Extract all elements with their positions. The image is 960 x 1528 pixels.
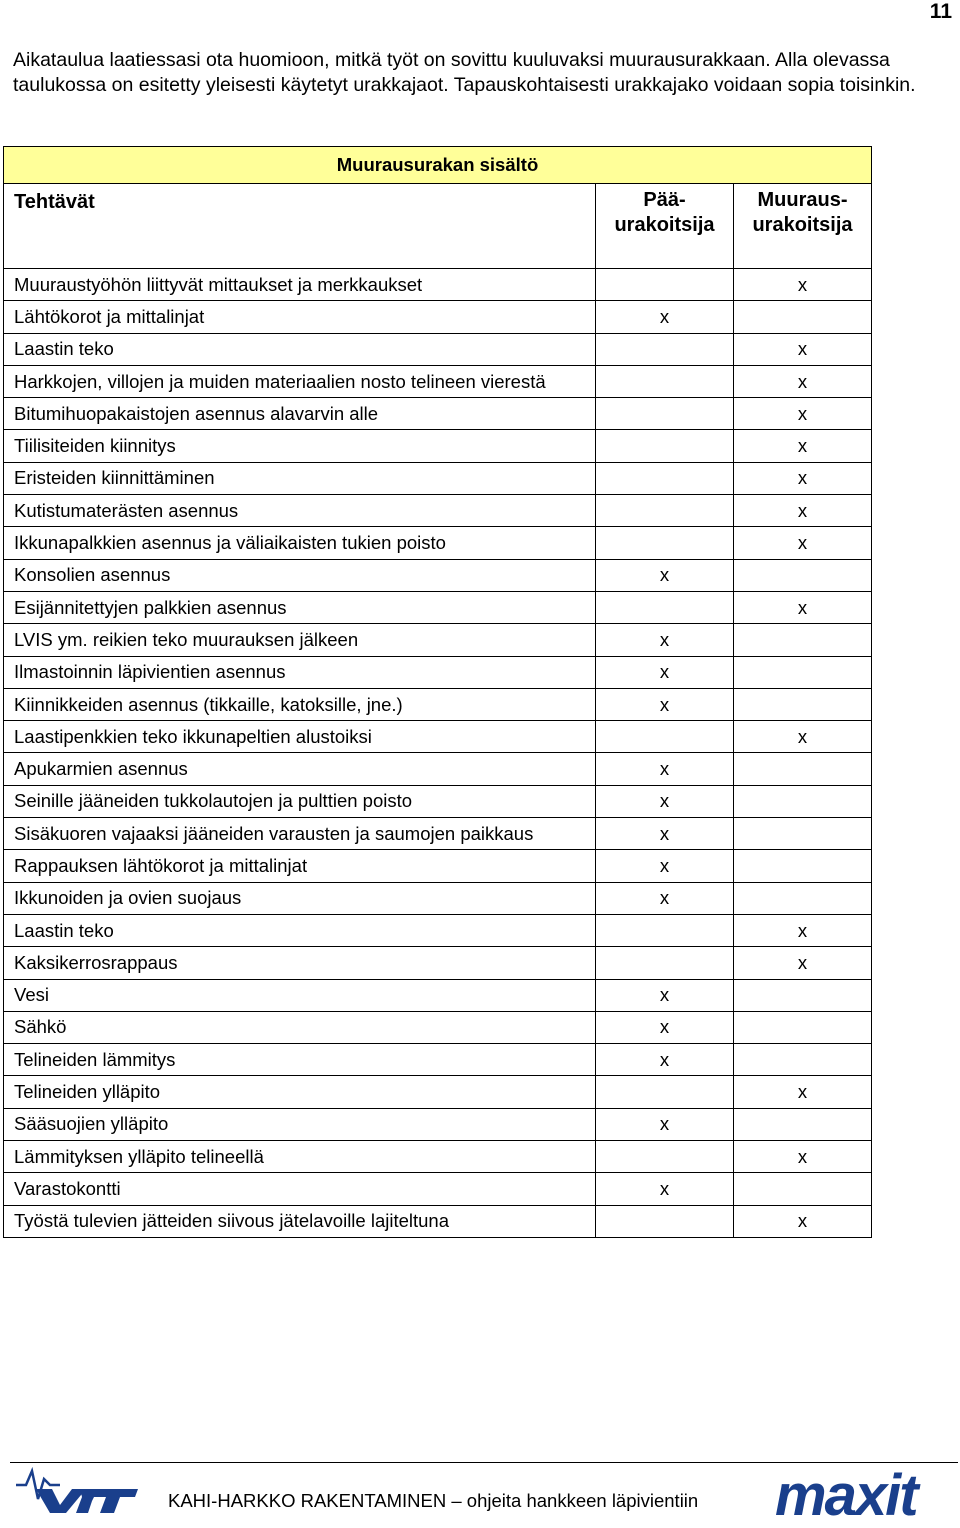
column-header-tasks: Tehtävät — [4, 184, 596, 269]
mason-contractor-mark — [734, 850, 872, 882]
task-cell: Telineiden lämmitys — [4, 1044, 596, 1076]
table-row — [4, 850, 872, 882]
maxit-logo: maxit — [775, 1463, 917, 1528]
main-contractor-mark — [596, 333, 734, 365]
column-header-mason-contractor — [734, 184, 872, 269]
task-cell: Esijännitettyjen palkkien asennus — [4, 591, 596, 623]
table-row — [4, 882, 872, 914]
task-cell: LVIS ym. reikien teko muurauksen jälkeen — [4, 624, 596, 656]
mason-contractor-mark: x — [734, 462, 872, 494]
mason-contractor-mark — [734, 979, 872, 1011]
main-contractor-mark — [596, 527, 734, 559]
contract-table — [3, 146, 872, 1238]
page-number: 11 — [929, 0, 952, 23]
main-contractor-mark: x — [596, 785, 734, 817]
main-contractor-mark — [596, 1076, 734, 1108]
main-contractor-mark — [596, 462, 734, 494]
task-cell: Ilmastoinnin läpivientien asennus — [4, 656, 596, 688]
task-cell: Sisäkuoren vajaaksi jääneiden varausten ja saumojen paikkaus — [4, 818, 596, 850]
table-row — [4, 365, 872, 397]
mason-contractor-mark: x — [734, 914, 872, 946]
mason-contractor-mark — [734, 656, 872, 688]
mason-contractor-mark — [734, 1173, 872, 1205]
task-cell: Eristeiden kiinnittäminen — [4, 462, 596, 494]
table-row — [4, 269, 872, 301]
table-header-row — [4, 184, 872, 269]
main-contractor-mark — [596, 430, 734, 462]
mason-contractor-mark — [734, 559, 872, 591]
task-cell: Tiilisiteiden kiinnitys — [4, 430, 596, 462]
intro-paragraph: Aikataulua laatiessasi ota huomioon, mitkä työt on sovittu kuuluvaksi muurausurakkaan. Alla olevassa taulukossa on esitetty yleisesti käytetyt urakkajaot. Tapauskohtaisesti urakkajako voidaan sopia toisinkin. — [13, 49, 916, 96]
mason-contractor-mark — [734, 301, 872, 333]
main-contractor-mark: x — [596, 753, 734, 785]
main-contractor-mark — [596, 721, 734, 753]
main-contractor-mark: x — [596, 850, 734, 882]
table-row — [4, 656, 872, 688]
footer-text: KAHI-HARKKO RAKENTAMINEN – ohjeita hankkeen läpivientiin — [168, 1490, 699, 1511]
mason-contractor-mark: x — [734, 721, 872, 753]
column-header-main-contractor — [596, 184, 734, 269]
main-contractor-mark — [596, 269, 734, 301]
table-row — [4, 624, 872, 656]
table-row — [4, 301, 872, 333]
task-cell: Työstä tulevien jätteiden siivous jätelavoille lajiteltuna — [4, 1205, 596, 1237]
main-contractor-mark: x — [596, 882, 734, 914]
mason-contractor-mark: x — [734, 430, 872, 462]
column-header-mason-line1: Muuraus- — [757, 189, 848, 211]
main-contractor-mark: x — [596, 1011, 734, 1043]
table-row — [4, 1141, 872, 1173]
main-contractor-mark: x — [596, 559, 734, 591]
table-row — [4, 430, 872, 462]
main-contractor-mark: x — [596, 818, 734, 850]
task-cell: Rappauksen lähtökorot ja mittalinjat — [4, 850, 596, 882]
table-row — [4, 559, 872, 591]
task-cell: Lämmityksen ylläpito telineellä — [4, 1141, 596, 1173]
main-contractor-mark — [596, 591, 734, 623]
main-contractor-mark: x — [596, 301, 734, 333]
task-cell: Konsolien asennus — [4, 559, 596, 591]
mason-contractor-mark — [734, 1108, 872, 1140]
mason-contractor-mark: x — [734, 1076, 872, 1108]
table-row — [4, 462, 872, 494]
mason-contractor-mark: x — [734, 1205, 872, 1237]
main-contractor-mark: x — [596, 688, 734, 720]
main-contractor-mark — [596, 365, 734, 397]
table-row — [4, 333, 872, 365]
table-row — [4, 785, 872, 817]
mason-contractor-mark — [734, 688, 872, 720]
table-row — [4, 688, 872, 720]
main-contractor-mark: x — [596, 1173, 734, 1205]
main-contractor-mark: x — [596, 656, 734, 688]
table-caption: Muurausurakan sisältö — [4, 147, 872, 184]
table-row — [4, 1076, 872, 1108]
mason-contractor-mark: x — [734, 947, 872, 979]
mason-contractor-mark — [734, 785, 872, 817]
main-contractor-mark — [596, 495, 734, 527]
main-contractor-mark: x — [596, 624, 734, 656]
table-row — [4, 1173, 872, 1205]
table-row — [4, 1205, 872, 1237]
mason-contractor-mark: x — [734, 495, 872, 527]
mason-contractor-mark — [734, 1011, 872, 1043]
table-row — [4, 591, 872, 623]
main-contractor-mark: x — [596, 1044, 734, 1076]
column-header-main-line1: Pää- — [643, 189, 686, 211]
task-cell: Seinille jääneiden tukkolautojen ja pulttien poisto — [4, 785, 596, 817]
mason-contractor-mark — [734, 882, 872, 914]
task-cell: Laastipenkkien teko ikkunapeltien alustoiksi — [4, 721, 596, 753]
task-cell: Muuraustyöhön liittyvät mittaukset ja merkkaukset — [4, 269, 596, 301]
task-cell: Laastin teko — [4, 914, 596, 946]
table-row — [4, 947, 872, 979]
table-row — [4, 527, 872, 559]
task-cell: Sähkö — [4, 1011, 596, 1043]
mason-contractor-mark: x — [734, 398, 872, 430]
table-caption-row — [4, 147, 872, 184]
main-contractor-mark — [596, 947, 734, 979]
table-row — [4, 398, 872, 430]
table-row — [4, 753, 872, 785]
task-cell: Harkkojen, villojen ja muiden materiaalien nosto telineen vierestä — [4, 365, 596, 397]
table-row — [4, 818, 872, 850]
task-cell: Ikkunapalkkien asennus ja väliaikaisten tukien poisto — [4, 527, 596, 559]
task-cell: Bitumihuopakaistojen asennus alavarvin alle — [4, 398, 596, 430]
task-cell: Lähtökorot ja mittalinjat — [4, 301, 596, 333]
table-row — [4, 1108, 872, 1140]
mason-contractor-mark — [734, 1044, 872, 1076]
mason-contractor-mark: x — [734, 591, 872, 623]
task-cell: Kutistumaterästen asennus — [4, 495, 596, 527]
main-contractor-mark: x — [596, 979, 734, 1011]
main-contractor-mark — [596, 914, 734, 946]
table-row — [4, 721, 872, 753]
main-contractor-mark — [596, 1205, 734, 1237]
task-cell: Kaksikerrosrappaus — [4, 947, 596, 979]
mason-contractor-mark: x — [734, 527, 872, 559]
column-header-main-line2: urakoitsija — [614, 214, 715, 236]
task-cell: Vesi — [4, 979, 596, 1011]
main-contractor-mark — [596, 398, 734, 430]
task-cell: Ikkunoiden ja ovien suojaus — [4, 882, 596, 914]
table-row — [4, 1044, 872, 1076]
main-contractor-mark: x — [596, 1108, 734, 1140]
mason-contractor-mark — [734, 818, 872, 850]
mason-contractor-mark — [734, 753, 872, 785]
table-row — [4, 1011, 872, 1043]
vtt-logo — [16, 1465, 141, 1515]
task-cell: Sääsuojien ylläpito — [4, 1108, 596, 1140]
mason-contractor-mark: x — [734, 333, 872, 365]
task-cell: Kiinnikkeiden asennus (tikkaille, katoksille, jne.) — [4, 688, 596, 720]
table-row — [4, 495, 872, 527]
mason-contractor-mark: x — [734, 269, 872, 301]
mason-contractor-mark — [734, 624, 872, 656]
task-cell: Apukarmien asennus — [4, 753, 596, 785]
task-cell: Laastin teko — [4, 333, 596, 365]
mason-contractor-mark: x — [734, 365, 872, 397]
mason-contractor-mark: x — [734, 1141, 872, 1173]
task-cell: Telineiden ylläpito — [4, 1076, 596, 1108]
table-row — [4, 914, 872, 946]
task-cell: Varastokontti — [4, 1173, 596, 1205]
column-header-mason-line2: urakoitsija — [752, 214, 853, 236]
main-contractor-mark — [596, 1141, 734, 1173]
table-row — [4, 979, 872, 1011]
